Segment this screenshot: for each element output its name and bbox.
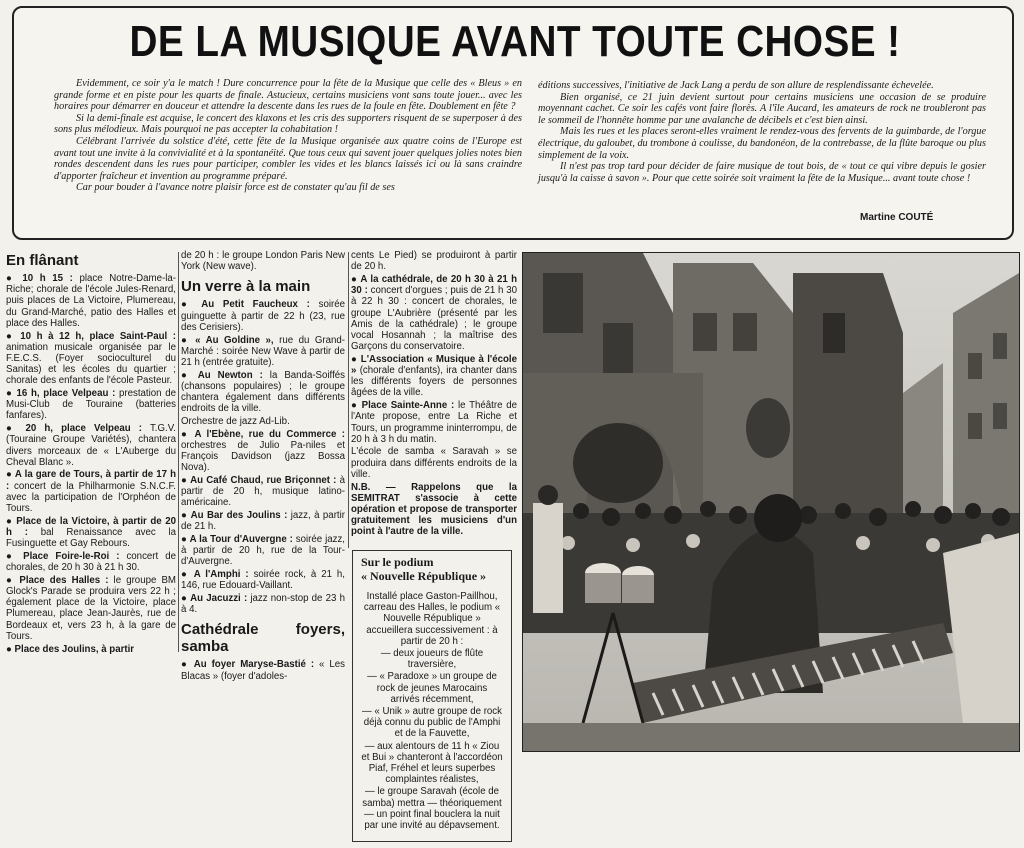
event-description: à partir de 20 h, musique latino-américaine.	[181, 474, 345, 509]
event-item	[351, 482, 517, 538]
event-description: concert de chorales, de 20 h 30 à 21 h 30.	[6, 550, 176, 574]
section-heading: Cathédrale foyers, samba	[181, 621, 345, 656]
event-description: le groupe BM Glock's Parade se produira vers 22 h ; également place de la Victoire, place Plumereau, place Jean-Jaurès, rue de Bordeaux et, vers 23 h, à la gare de Tours.	[6, 574, 176, 642]
event-item	[181, 593, 345, 615]
event-item	[6, 551, 176, 573]
event-location: ● A l'Ebène, rue du Commerce :	[181, 428, 345, 440]
event-description: « Les Blacas » (foyer d'adoles-	[181, 659, 346, 682]
event-location: ● A la cathédrale, de 20 h 30 à 21 h 30 :	[351, 273, 517, 297]
event-item	[6, 469, 176, 514]
photo-illustration	[523, 253, 1019, 751]
event-description: prestation de Musi-Club de Touraine (batteries fanfares).	[6, 388, 176, 422]
intro-paragraph: Il n'est pas trop tard pour décider de faire musique de tout bois, de « tout ce qui vibre depuis le gosier jusqu'à la caisse à savon ». Pour que cette soirée soit vraiment la fête de la Musique... avant toute chose !	[538, 161, 986, 184]
event-description: orchestres de Julio Pa-niles et François Davidson (jazz Bossa Nova).	[181, 439, 345, 474]
event-description: soirée rock, à 21 h, 146, rue Edouard-Vaillant.	[181, 569, 345, 592]
intro-paragraph: Si la demi-finale est acquise, le concert des klaxons et les cris des supporters risquent de se superposer à des sons plus mélodieux. Mais pourquoi ne pas accepter la cohabitation !	[54, 112, 522, 136]
headline: DE LA MUSIQUE AVANT TOUTE CHOSE !	[129, 17, 901, 66]
event-item	[181, 416, 345, 427]
podium-heading-line: Sur le podium	[361, 555, 434, 569]
podium-paragraph: — deux joueurs de flûte traversière,	[380, 648, 484, 671]
event-location: ● Place Foire-le-Roi :	[6, 550, 120, 562]
event-location: ● 10 h 15 :	[6, 273, 73, 284]
event-description: concert de la Philharmonie S.N.C.F. avec la participation de l'Orphéon de Tours.	[6, 480, 176, 515]
event-list	[181, 659, 345, 681]
event-location: ● « Au Goldine »,	[181, 334, 274, 346]
event-location: ● 20 h, place Velpeau :	[6, 423, 142, 435]
event-item	[181, 299, 345, 333]
podium-box	[352, 550, 512, 842]
event-description: la Banda-Soiffés (chansons populaires) ; le groupe chantera également dans différents endroits de la ville.	[181, 369, 345, 415]
event-location: ● A la gare de Tours, à partir de 17 h :	[6, 469, 176, 492]
intro-paragraph: Evidemment, ce soir y'a le match ! Dure concurrence pour la fête de la Musique que celle des « Bleus » en grande forme et en piste pour les quarts de finale. Astucieux, certains musiciens vont sans toute jouer... avec les horaires pour démarrer en douceur et attendre la descente dans les rues de la foule en fête. Doublement en fête ?	[54, 78, 522, 113]
event-item	[181, 534, 345, 568]
event-item	[351, 400, 517, 445]
event-item	[181, 370, 345, 415]
podium-paragraph: Installé place Gaston-Paillhou, carreau des Halles, le podium « Nouvelle République » accueillera successivement : à partir de 20 h :	[363, 591, 501, 647]
event-item	[351, 274, 517, 352]
event-description: soirée jazz, à partir de 20 h, rue de la Tour-d'Auvergne.	[181, 533, 345, 568]
event-location: ● Au Petit Faucheux :	[181, 299, 310, 311]
event-location: ● 16 h, place Velpeau :	[6, 388, 116, 400]
event-item	[6, 423, 176, 468]
event-description: (chorale d'enfants), ira chanter dans les différents foyers de personnes âgées de la ville.	[351, 365, 517, 399]
event-description: L'école de samba « Saravah » se produira dans différents endroits de la ville.	[351, 446, 517, 480]
event-location: ● A la Tour d'Auvergne :	[181, 533, 293, 545]
column-un-verre	[181, 250, 345, 683]
section-heading: En flânant	[6, 252, 79, 269]
event-item	[181, 659, 345, 681]
byline: Martine COUTÉ	[860, 212, 934, 223]
podium-paragraph: — aux alentours de 11 h « Ziou et Bui » chanteront à l'accordéon Piaf, Fréhel et leurs superbes complaintes réalistes,	[361, 740, 503, 786]
event-list	[6, 273, 176, 655]
event-description: jazz, à partir de 21 h.	[181, 510, 345, 533]
intro-paragraph: éditions successives, l'initiative de Jack Lang a perdu de son allure de resplendissante échevelée.	[538, 80, 934, 91]
event-item	[181, 335, 345, 369]
column-en-flanant	[6, 250, 176, 656]
editorial-frame	[12, 6, 1014, 240]
intro-right-column	[538, 80, 986, 184]
event-location: ● Place des Halles :	[6, 574, 109, 586]
section-heading: Un verre à la main	[181, 278, 311, 296]
podium-list	[361, 591, 503, 831]
podium-paragraph: — « Paradoxe » un groupe de rock de jeunes Marocains arrivés récemment,	[367, 671, 497, 705]
street-musicians-photo	[522, 252, 1020, 752]
event-item	[181, 429, 345, 474]
event-location: ● Au Bar des Joulins :	[181, 510, 288, 522]
podium-heading	[361, 555, 503, 583]
event-location: ● L'Association « Musique à l'école »	[351, 353, 517, 377]
event-lead: de 20 h : le groupe London Paris New York (New wave).	[181, 250, 345, 273]
intro-paragraph: Bien organisé, ce 21 juin devient surtout pour certains musiciens une occasion de se produire moyennant cachet. Ce soir les cafés vont faire florès. A l'île Aucard, les amateurs de rock ne troubleront pas le sommeil de l'honnête homme par une avalanche de décibels et c'est bien ainsi.	[538, 91, 986, 126]
event-item	[6, 516, 176, 550]
event-item	[6, 644, 176, 655]
event-location: ● 10 h à 12 h, place Saint-Paul :	[6, 330, 176, 342]
event-description: jazz non-stop de 23 h à 4.	[181, 592, 345, 616]
event-description: T.G.V. (Touraine Groupe Variétés), chantera divers morceaux de « L'Auberge du Cheval Blanc ».	[6, 423, 176, 468]
intro-paragraph: Mais les rues et les places seront-elles vraiment le rendez-vous des fervents de la guimbarde, de l'orgue électrique, du galoubet, du trombone à coulisse, du bandonéon, de la contrebasse, de la flûte baroque ou plus simplement de la voix.	[538, 126, 986, 161]
building-right	[953, 273, 1019, 553]
column-cathedrale	[351, 250, 517, 539]
event-location: ● Place de la Victoire, à partir de 20 h :	[6, 515, 176, 538]
podium-paragraph: — le groupe Saravah (école de samba) mettra — théoriquement — un point final bouclera la nuit par une invité au dépavsement.	[362, 786, 502, 832]
musician	[533, 503, 563, 613]
intro-paragraph: Célébrant l'arrivée du solstice d'été, cette fête de la Musique organisée aux quatre coins de l'Europe est avant tout une invite à la convivialité et à la spontanéité. Que tous ceux qui savent jouer quelques jolies notes bien rondes descendent dans les rues pour participer, combler les vides et les blancs laissés ici ou là sans craindre d'apporter fraîcheur et invention au programme préparé.	[54, 135, 522, 182]
event-location: ● Au Jacuzzi :	[181, 592, 248, 604]
event-location: ● Au Café Chaud, rue Briçonnet :	[181, 474, 337, 486]
event-item	[6, 388, 176, 422]
event-item	[351, 354, 517, 399]
event-item	[181, 475, 345, 509]
event-item	[6, 575, 176, 642]
event-item	[351, 446, 517, 480]
event-description: place Notre-Dame-la-Riche; chorale de l'école Jules-Renard, puis places de La Victoire, Plumereau, du Grand-Marché, patio des Halles et place des Halles.	[6, 273, 177, 329]
event-description: concert d'orgues ; puis de 21 h 30 à 22 h 30 : concert de chorales, le groupe L'Aubrière (présenté par les Amis de la cathédrale) ; le groupe vocal Hosannah ; la maîtrise des Garçons du conservatoire.	[351, 285, 517, 353]
event-description: Orchestre de jazz Ad-Lib.	[181, 415, 290, 427]
column-divider	[348, 252, 349, 548]
podium-heading-line: « Nouvelle République »	[361, 569, 487, 583]
event-item	[6, 273, 176, 329]
podium-paragraph: — « Unik » autre groupe de rock déjà connu du public de l'Amphi et de la Fauvette,	[361, 706, 502, 740]
tower	[793, 273, 903, 523]
event-item	[181, 510, 345, 532]
event-location: ● A l'Amphi :	[181, 569, 249, 581]
event-description: bal Renaissance avec la Fusinguette et Gay Rebours.	[6, 526, 177, 550]
event-item	[6, 331, 176, 387]
event-description: animation musicale organisée par le F.E.C.S. (Foyer socioculturel du Sanitas) et les écoles du quartier ; chorale des enfants de l'école Pasteur.	[6, 341, 176, 387]
intro-paragraph: Car pour bouder à l'avance notre plaisir force est de constater qu'au fil de ses	[76, 182, 395, 194]
event-location: ● Au Newton :	[181, 369, 263, 381]
event-lead: cents Le Pied) se produiront à partir de 20 h.	[351, 250, 517, 273]
event-description: soirée guinguette à partir de 22 h (23, rue des Cerisiers).	[181, 299, 345, 333]
event-location: ● Place Sainte-Anne :	[351, 400, 455, 412]
event-location: ● Au foyer Maryse-Bastié :	[181, 659, 315, 671]
column-divider	[178, 252, 179, 652]
intro-left-column	[54, 78, 522, 194]
event-description: rue du Grand-Marché : soirée New Wave à partir de 21 h (entrée gratuite).	[181, 334, 345, 368]
event-list	[351, 274, 517, 538]
event-item	[181, 569, 345, 591]
event-description: le Théâtre de l'Ante propose, entre La Riche et Tours, un programme ininterrompu, de 20 h à 3 h du matin.	[351, 400, 517, 445]
event-location: N.B. — Rappelons que la SEMITRAT s'associe à cette opération et propose de transporter gratuitement les musiciens d'un point à l'autre de la ville.	[351, 481, 517, 538]
event-location: ● Place des Joulins, à partir	[6, 643, 135, 655]
tree	[573, 423, 663, 503]
event-list	[181, 299, 345, 615]
